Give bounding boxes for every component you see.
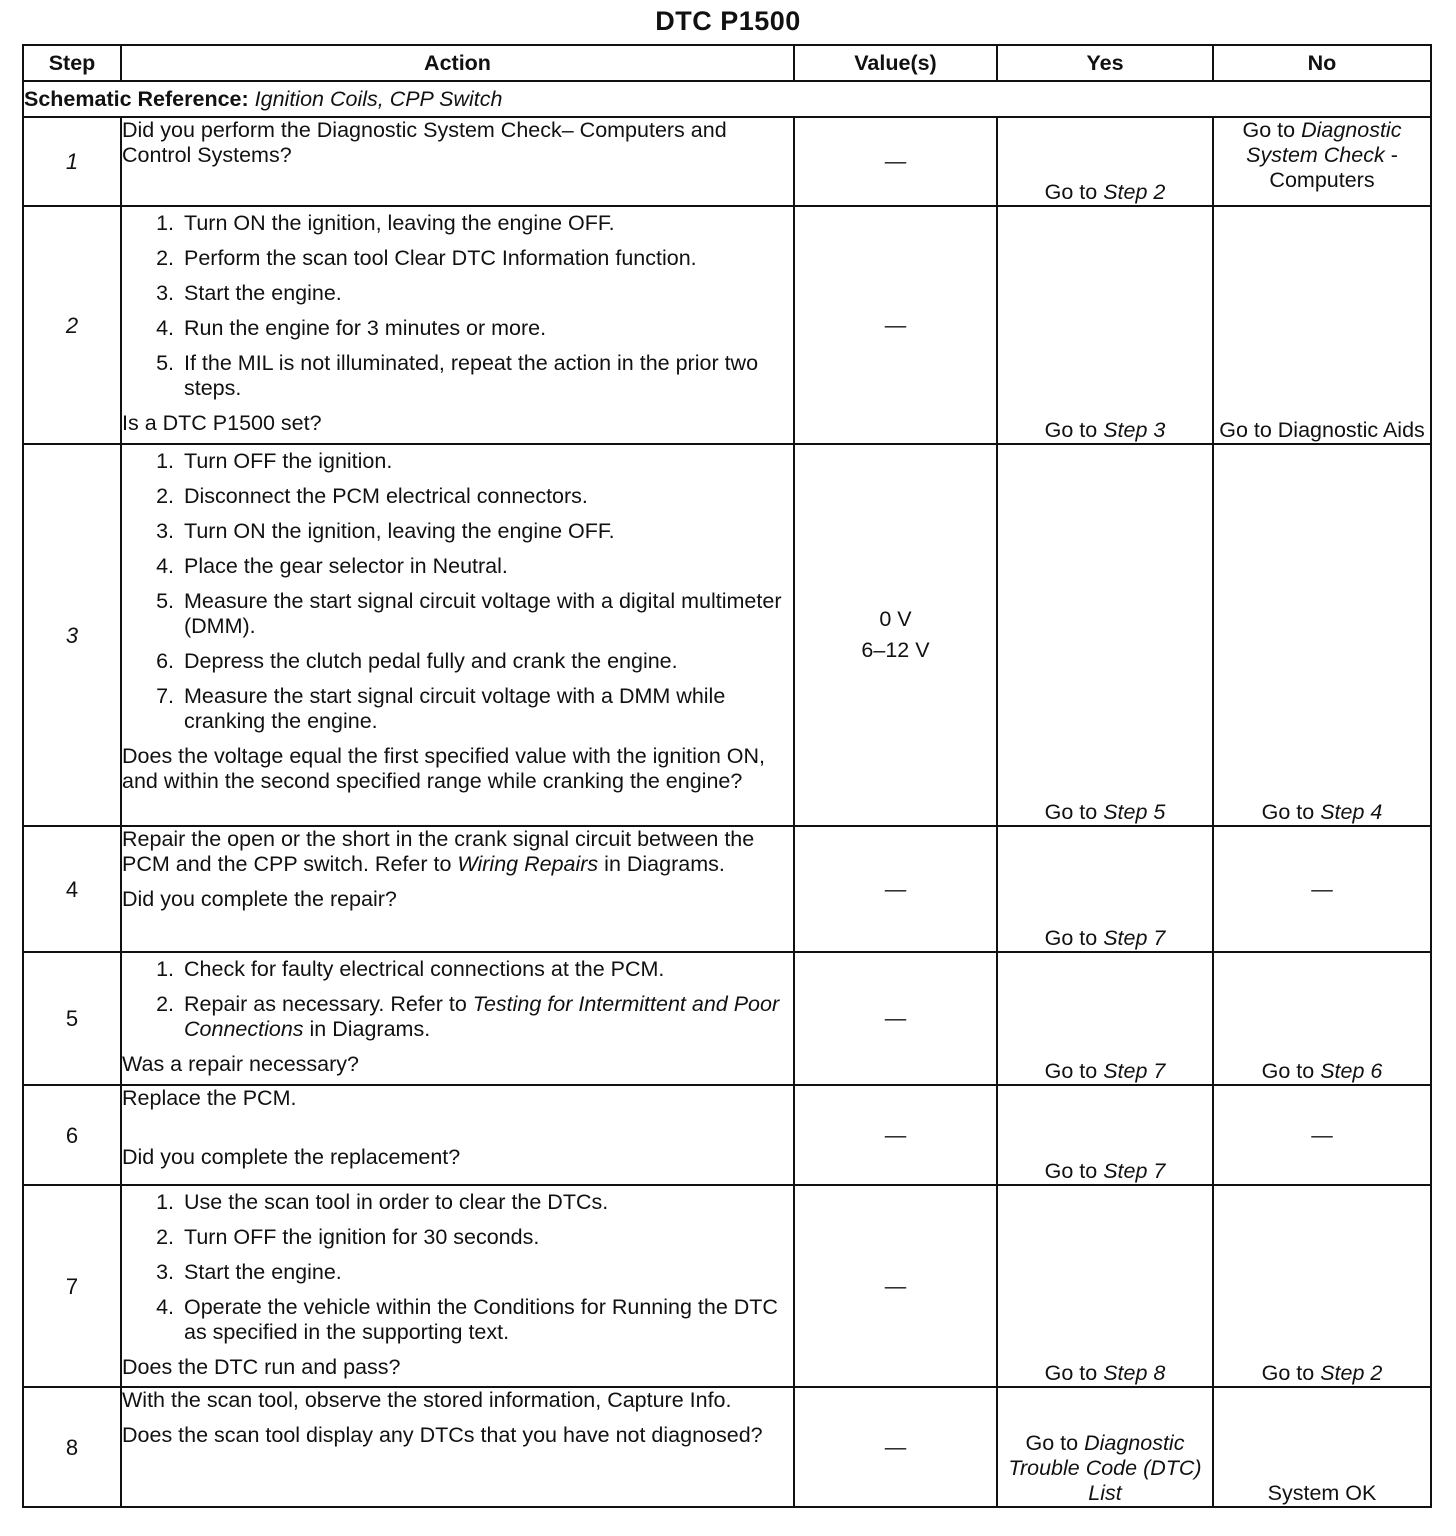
yes-prefix: Go to xyxy=(1025,1431,1085,1455)
action-step: 6. Depress the clutch pedal fully and crank the engine. xyxy=(180,649,793,674)
schematic-label: Schematic Reference: xyxy=(24,86,249,111)
action-step: 4. Operate the vehicle within the Conditions for Running the DTC as specified in the supporting text. xyxy=(180,1295,793,1345)
yes-cell xyxy=(997,117,1213,206)
step-number: 6 xyxy=(23,1085,121,1185)
action-question: Is a DTC P1500 set? xyxy=(122,411,322,435)
no-prefix: Go to xyxy=(1261,1361,1321,1385)
yes-cell xyxy=(997,1387,1213,1507)
step-number: 7 xyxy=(23,1185,121,1387)
page-title: DTC P1500 xyxy=(655,6,801,36)
header-yes: Yes xyxy=(997,45,1213,81)
no-prefix: Go to xyxy=(1242,118,1302,142)
yes-link: Step 5 xyxy=(1103,800,1166,824)
no-prefix: Go to xyxy=(1261,800,1321,824)
action-question: Did you complete the repair? xyxy=(122,887,397,911)
action-text: With the scan tool, observe the stored information, Capture Info. xyxy=(122,1388,732,1412)
yes-cell xyxy=(997,444,1213,826)
action-cell xyxy=(121,444,794,826)
value-cell: — xyxy=(794,1387,997,1507)
action-step: 5. If the MIL is not illuminated, repeat the action in the prior two steps. xyxy=(180,351,793,401)
action-step: 1. Turn ON the ignition, leaving the engine OFF. xyxy=(180,211,793,236)
no-suffix: - Computers xyxy=(1269,143,1398,192)
step-number: 3 xyxy=(23,444,121,826)
action-text-prefix: Repair the open or the short in the crank signal circuit between the PCM and the CPP switch. Refer to xyxy=(122,827,755,876)
action-question: Does the DTC run and pass? xyxy=(122,1355,401,1379)
schematic-reference xyxy=(23,81,1431,117)
header-step: Step xyxy=(23,45,121,81)
yes-cell xyxy=(997,1185,1213,1387)
value-cell: — xyxy=(794,117,997,206)
action-step: 4. Place the gear selector in Neutral. xyxy=(180,554,793,579)
value-cell: — xyxy=(794,952,997,1085)
action-reference: Testing for Intermittent and Poor Connections xyxy=(184,992,780,1041)
no-cell xyxy=(1213,952,1431,1085)
action-cell xyxy=(121,1185,794,1387)
yes-cell xyxy=(997,826,1213,952)
action-step xyxy=(180,992,793,1042)
action-text-suffix: in Diagrams. xyxy=(598,852,725,876)
yes-link: Diagnostic Trouble Code (DTC) List xyxy=(1008,1431,1202,1505)
no-prefix: Go to xyxy=(1261,1059,1321,1083)
no-cell: — xyxy=(1213,826,1431,952)
action-cell xyxy=(121,826,794,952)
action-step: 1. Check for faulty electrical connections at the PCM. xyxy=(180,957,793,982)
action-step: 3. Start the engine. xyxy=(180,1260,793,1285)
yes-link: Step 2 xyxy=(1103,180,1166,204)
yes-link: Step 3 xyxy=(1103,418,1166,442)
yes-prefix: Go to xyxy=(1044,926,1104,950)
no-cell xyxy=(1213,444,1431,826)
step-row-3 xyxy=(23,444,1431,826)
action-step-suffix: in Diagrams. xyxy=(303,1017,431,1041)
no-link: Diagnostic System Check xyxy=(1246,118,1402,167)
action-question: Does the scan tool display any DTCs that you have not diagnosed? xyxy=(122,1423,763,1447)
no-link: Step 6 xyxy=(1320,1059,1383,1083)
step-row-5 xyxy=(23,952,1431,1085)
yes-prefix: Go to xyxy=(1044,1361,1104,1385)
step-row-8 xyxy=(23,1387,1431,1507)
yes-cell xyxy=(997,1085,1213,1185)
no-cell: Go to Diagnostic Aids xyxy=(1213,206,1431,444)
no-link: Step 2 xyxy=(1320,1361,1383,1385)
step-number: 2 xyxy=(23,206,121,444)
value-cell: — xyxy=(794,1185,997,1387)
action-step: 5. Measure the start signal circuit voltage with a digital multimeter (DMM). xyxy=(180,589,793,639)
step-row-2 xyxy=(23,206,1431,444)
action-cell xyxy=(121,117,794,206)
yes-cell xyxy=(997,206,1213,444)
action-text: Did you perform the Diagnostic System Check– Computers and Control Systems? xyxy=(122,118,727,167)
yes-link: Step 7 xyxy=(1103,926,1166,950)
yes-link: Step 7 xyxy=(1103,1159,1166,1183)
no-cell: — xyxy=(1213,1085,1431,1185)
header-no: No xyxy=(1213,45,1431,81)
schematic-value: Ignition Coils, CPP Switch xyxy=(254,86,503,111)
action-step-prefix: Repair as necessary. Refer to xyxy=(184,992,473,1016)
step-number: 5 xyxy=(23,952,121,1085)
action-step: 4. Run the engine for 3 minutes or more. xyxy=(180,316,793,341)
action-cell xyxy=(121,206,794,444)
step-number: 1 xyxy=(23,117,121,206)
value-cell xyxy=(794,444,997,826)
no-cell xyxy=(1213,117,1431,206)
action-step: 1. Use the scan tool in order to clear the DTCs. xyxy=(180,1190,793,1215)
action-step: 2. Disconnect the PCM electrical connectors. xyxy=(180,484,793,509)
action-step: 3. Turn ON the ignition, leaving the engine OFF. xyxy=(180,519,793,544)
action-steps xyxy=(122,957,793,1042)
yes-prefix: Go to xyxy=(1044,800,1104,824)
action-question: Does the voltage equal the first specified value with the ignition ON, and within the second specified range while cranking the engine? xyxy=(122,744,765,793)
action-question: Did you complete the replacement? xyxy=(122,1145,461,1169)
value-cell: — xyxy=(794,1085,997,1185)
action-cell xyxy=(121,952,794,1085)
step-number: 8 xyxy=(23,1387,121,1507)
yes-prefix: Go to xyxy=(1044,1159,1104,1183)
yes-prefix: Go to xyxy=(1044,1059,1104,1083)
step-row-6 xyxy=(23,1085,1431,1185)
action-steps xyxy=(122,1190,793,1345)
schematic-row xyxy=(23,81,1431,117)
action-question: Was a repair necessary? xyxy=(122,1052,359,1076)
action-cell xyxy=(121,1085,794,1185)
action-step: 7. Measure the start signal circuit voltage with a DMM while cranking the engine. xyxy=(180,684,793,734)
step-row-4 xyxy=(23,826,1431,952)
value-ignition-on: 0 V xyxy=(879,607,912,631)
yes-prefix: Go to xyxy=(1044,180,1104,204)
no-cell: System OK xyxy=(1213,1387,1431,1507)
action-text xyxy=(122,827,793,877)
step-row-7 xyxy=(23,1185,1431,1387)
action-step: 1. Turn OFF the ignition. xyxy=(180,449,793,474)
value-cell: — xyxy=(794,826,997,952)
header-row xyxy=(23,45,1431,81)
yes-prefix: Go to xyxy=(1044,418,1104,442)
yes-cell xyxy=(997,952,1213,1085)
no-link: Step 4 xyxy=(1320,800,1383,824)
header-action: Action xyxy=(121,45,794,81)
yes-link: Step 8 xyxy=(1103,1361,1166,1385)
action-cell xyxy=(121,1387,794,1507)
action-text: Replace the PCM. xyxy=(122,1086,297,1110)
action-step: 2. Turn OFF the ignition for 30 seconds. xyxy=(180,1225,793,1250)
action-step: 3. Start the engine. xyxy=(180,281,793,306)
yes-link: Step 7 xyxy=(1103,1059,1166,1083)
value-cranking: 6–12 V xyxy=(861,638,930,662)
step-row-1 xyxy=(23,117,1431,206)
action-step: 2. Perform the scan tool Clear DTC Information function. xyxy=(180,246,793,271)
value-cell: — xyxy=(794,206,997,444)
header-values: Value(s) xyxy=(794,45,997,81)
dtc-table xyxy=(22,44,1432,1508)
no-cell xyxy=(1213,1185,1431,1387)
action-reference: Wiring Repairs xyxy=(457,852,599,876)
action-steps xyxy=(122,449,793,734)
step-number: 4 xyxy=(23,826,121,952)
action-steps xyxy=(122,211,793,401)
